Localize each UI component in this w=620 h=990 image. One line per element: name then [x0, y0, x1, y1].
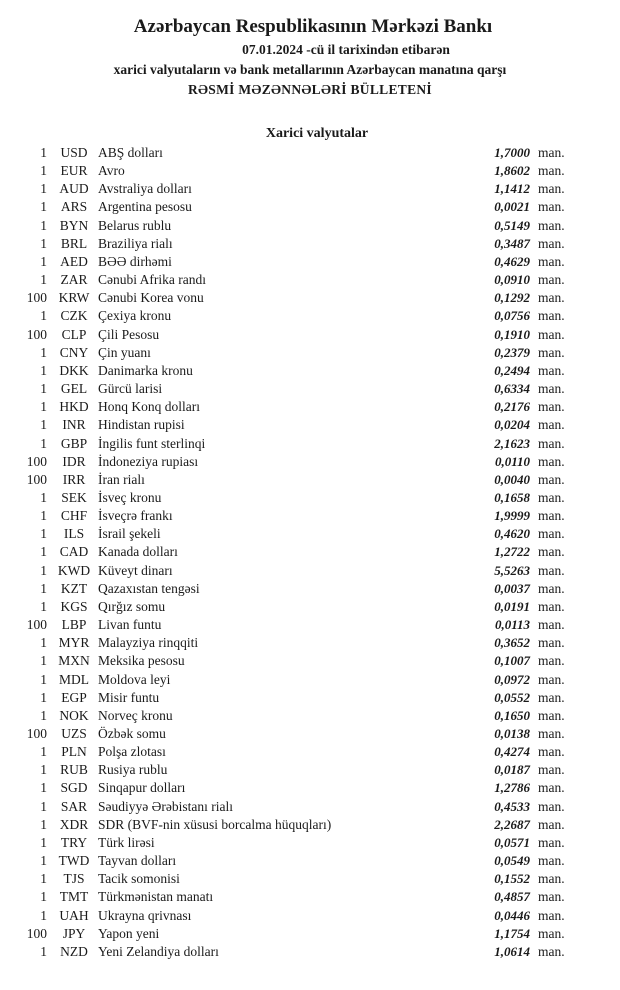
nominal: 100	[26, 471, 47, 487]
currency-name: Tayvan dolları	[98, 853, 177, 869]
nominal: 1	[40, 344, 47, 360]
currency-name: Türkmənistan manatı	[98, 889, 214, 905]
currency-name: İngilis funt sterlinqi	[98, 435, 206, 451]
currency-code: IRR	[62, 471, 86, 487]
bulletin-subtitle: xarici valyutaların və bank metallarının Azərbaycan manatına qarşı	[113, 62, 507, 77]
unit-label: man.	[538, 925, 565, 941]
currency-name: Kanada dolları	[98, 544, 178, 560]
table-row	[0, 853, 620, 871]
unit-label: man.	[538, 580, 565, 596]
unit-label: man.	[538, 435, 565, 451]
nominal: 1	[40, 308, 47, 324]
currency-code: AUD	[59, 181, 89, 197]
unit-label: man.	[538, 381, 565, 397]
currency-code: EGP	[61, 689, 87, 705]
table-row	[0, 817, 620, 835]
unit-label: man.	[538, 834, 565, 850]
currency-code: CZK	[60, 308, 88, 324]
nominal: 1	[40, 762, 47, 778]
nominal: 1	[40, 145, 47, 160]
currency-name: Çin yuanı	[98, 344, 151, 360]
exchange-rate: 0,0910	[494, 272, 530, 288]
nominal: 1	[40, 381, 47, 397]
unit-label: man.	[538, 635, 565, 651]
exchange-rate: 1,2786	[494, 780, 530, 796]
unit-label: man.	[538, 689, 565, 705]
table-row	[0, 799, 620, 817]
table-row	[0, 163, 620, 181]
currency-code: KGS	[60, 598, 88, 614]
nominal: 1	[40, 871, 47, 887]
table-row	[0, 908, 620, 926]
exchange-rate: 0,0204	[494, 417, 530, 433]
currency-name: İsrail şekeli	[98, 526, 161, 542]
unit-label: man.	[538, 907, 565, 923]
table-row	[0, 762, 620, 780]
currency-code: JPY	[62, 925, 86, 941]
unit-label: man.	[538, 653, 565, 669]
nominal: 1	[40, 362, 47, 378]
table-row	[0, 327, 620, 345]
currency-code: KRW	[58, 290, 90, 306]
currency-name: Tacik somonisi	[98, 871, 180, 887]
currency-name: Çili Pesosu	[98, 326, 160, 342]
currency-name: Malayziya rinqqiti	[98, 635, 199, 651]
currency-code: CAD	[59, 544, 89, 560]
currency-name: Cənubi Afrika randı	[98, 272, 206, 288]
exchange-rate: 0,2379	[494, 344, 530, 360]
unit-label: man.	[538, 417, 565, 433]
nominal: 1	[40, 235, 47, 251]
exchange-rate: 0,4274	[494, 744, 530, 760]
currency-code: TRY	[60, 834, 88, 850]
currency-name: Hindistan rupisi	[98, 417, 185, 433]
table-row	[0, 635, 620, 653]
nominal: 1	[40, 653, 47, 669]
nominal: 1	[40, 907, 47, 923]
currency-code: RUB	[60, 762, 88, 778]
nominal: 1	[40, 399, 47, 415]
unit-label: man.	[538, 744, 565, 760]
exchange-rate: 0,3652	[494, 635, 530, 651]
nominal: 1	[40, 217, 47, 233]
table-row	[0, 544, 620, 562]
unit-label: man.	[538, 562, 565, 578]
nominal: 1	[40, 853, 47, 869]
unit-label: man.	[538, 617, 565, 633]
table-row	[0, 599, 620, 617]
currency-code: CLP	[61, 326, 87, 342]
currency-code: MDL	[59, 671, 89, 687]
currency-name: İran rialı	[98, 471, 145, 487]
nominal: 100	[26, 726, 47, 741]
unit-label: man.	[538, 671, 565, 687]
currency-name: Səudiyyə Ərəbistanı rialı	[98, 798, 233, 814]
nominal: 1	[40, 635, 47, 651]
section-title-foreign-currencies: Xarici valyutalar	[265, 126, 369, 141]
unit-label: man.	[538, 762, 565, 778]
nominal: 1	[40, 580, 47, 596]
currency-name: İsveçrə frankı	[98, 508, 173, 524]
currency-code: CHF	[60, 508, 88, 524]
unit-label: man.	[538, 308, 565, 324]
exchange-rate-table	[0, 145, 620, 962]
unit-label: man.	[538, 816, 565, 832]
table-row	[0, 363, 620, 381]
nominal: 100	[26, 925, 47, 941]
currency-code: UAH	[59, 907, 89, 923]
table-row	[0, 563, 620, 581]
exchange-rate: 0,0138	[494, 726, 530, 741]
table-row	[0, 508, 620, 526]
table-row	[0, 218, 620, 236]
currency-name: İndoneziya rupiası	[98, 453, 199, 469]
exchange-rate: 0,5149	[494, 217, 530, 233]
table-row	[0, 436, 620, 454]
exchange-rate: 0,0037	[494, 580, 530, 596]
currency-name: Türk lirəsi	[98, 834, 155, 850]
unit-label: man.	[538, 199, 565, 215]
currency-name: Yapon yeni	[98, 925, 160, 941]
currency-name: Qırğız somu	[98, 598, 166, 614]
currency-code: MYR	[58, 635, 90, 651]
exchange-rate: 0,0040	[494, 471, 530, 487]
table-row	[0, 926, 620, 944]
table-row	[0, 490, 620, 508]
nominal: 1	[40, 489, 47, 505]
nominal: 1	[40, 780, 47, 796]
exchange-rate: 0,0972	[494, 671, 530, 687]
currency-name: Avro	[98, 163, 125, 179]
exchange-rate: 0,4857	[494, 889, 530, 905]
nominal: 1	[40, 417, 47, 433]
table-row	[0, 254, 620, 272]
unit-label: man.	[538, 726, 565, 741]
nominal: 1	[40, 744, 47, 760]
currency-code: EUR	[60, 163, 88, 179]
unit-label: man.	[538, 235, 565, 251]
currency-name: Rusiya rublu	[98, 762, 168, 778]
currency-code: LBP	[61, 617, 87, 633]
table-row	[0, 145, 620, 163]
exchange-rate: 1,2722	[494, 544, 530, 560]
bank-title: Azərbaycan Respublikasının Mərkəzi Bankı	[133, 16, 493, 37]
table-row	[0, 744, 620, 762]
currency-code: MXN	[58, 653, 90, 669]
table-row	[0, 835, 620, 853]
exchange-rate: 0,0446	[494, 907, 530, 923]
nominal: 1	[40, 562, 47, 578]
currency-name: Küveyt dinarı	[98, 562, 173, 578]
currency-code: GBP	[60, 435, 88, 451]
exchange-rate: 0,0110	[494, 453, 530, 469]
unit-label: man.	[538, 272, 565, 288]
exchange-rate: 1,1412	[494, 181, 530, 197]
table-row	[0, 871, 620, 889]
unit-label: man.	[538, 526, 565, 542]
currency-code: HKD	[59, 399, 89, 415]
nominal: 1	[40, 707, 47, 723]
currency-code: USD	[60, 145, 88, 160]
currency-code: ARS	[60, 199, 88, 215]
currency-code: DKK	[59, 362, 89, 378]
table-row	[0, 581, 620, 599]
unit-label: man.	[538, 943, 565, 959]
currency-code: IDR	[62, 453, 86, 469]
exchange-rate: 0,0021	[494, 199, 530, 215]
currency-name: Braziliya rialı	[98, 235, 173, 251]
currency-name: Danimarka kronu	[98, 362, 193, 378]
unit-label: man.	[538, 798, 565, 814]
nominal: 1	[40, 889, 47, 905]
unit-label: man.	[538, 181, 565, 197]
nominal: 100	[26, 617, 47, 633]
currency-name: SDR (BVF-nin xüsusi borcalma hüquqları)	[98, 816, 332, 832]
nominal: 1	[40, 816, 47, 832]
table-row	[0, 472, 620, 490]
table-row	[0, 690, 620, 708]
table-row	[0, 708, 620, 726]
unit-label: man.	[538, 489, 565, 505]
currency-name: Qazaxıstan tengəsi	[98, 580, 200, 596]
table-row	[0, 236, 620, 254]
nominal: 1	[40, 834, 47, 850]
currency-name: Norveç kronu	[98, 707, 173, 723]
table-row	[0, 308, 620, 326]
unit-label: man.	[538, 853, 565, 869]
table-row	[0, 672, 620, 690]
table-row	[0, 780, 620, 798]
unit-label: man.	[538, 145, 565, 160]
table-row	[0, 345, 620, 363]
unit-label: man.	[538, 362, 565, 378]
table-row	[0, 617, 620, 635]
currency-name: Sinqapur dolları	[98, 780, 186, 796]
nominal: 1	[40, 272, 47, 288]
table-row	[0, 181, 620, 199]
unit-label: man.	[538, 471, 565, 487]
exchange-rate: 2,1623	[494, 435, 530, 451]
nominal: 1	[40, 199, 47, 215]
nominal: 100	[26, 453, 47, 469]
currency-code: NOK	[59, 707, 89, 723]
unit-label: man.	[538, 889, 565, 905]
nominal: 1	[40, 671, 47, 687]
exchange-rate: 0,0549	[494, 853, 530, 869]
currency-code: PLN	[61, 744, 87, 760]
bulletin-title: RƏSMİ MƏZƏNNƏLƏRİ BÜLLETENİ	[187, 82, 432, 97]
currency-code: BRL	[60, 235, 88, 251]
currency-name: Belarus rublu	[98, 217, 172, 233]
exchange-rate: 0,0756	[494, 308, 530, 324]
exchange-rate: 1,1754	[494, 925, 530, 941]
table-row	[0, 399, 620, 417]
unit-label: man.	[538, 290, 565, 306]
currency-name: Meksika pesosu	[98, 653, 185, 669]
exchange-rate: 0,2494	[494, 362, 530, 378]
exchange-rate: 0,4629	[494, 253, 530, 269]
currency-name: BƏƏ dirhəmi	[98, 253, 172, 269]
nominal: 1	[40, 598, 47, 614]
currency-code: ZAR	[60, 272, 88, 288]
nominal: 1	[40, 508, 47, 524]
table-row	[0, 726, 620, 744]
nominal: 1	[40, 435, 47, 451]
nominal: 1	[40, 163, 47, 179]
exchange-rate: 0,0187	[494, 762, 530, 778]
exchange-rate: 0,1910	[494, 326, 530, 342]
unit-label: man.	[538, 163, 565, 179]
currency-code: ILS	[63, 526, 85, 542]
currency-code: GEL	[60, 381, 88, 397]
exchange-rate: 0,1007	[494, 653, 530, 669]
exchange-rate: 0,4620	[494, 526, 530, 542]
currency-name: Yeni Zelandiya dolları	[98, 943, 219, 959]
exchange-rate: 1,9999	[494, 508, 530, 524]
exchange-rate: 0,1658	[494, 489, 530, 505]
currency-name: Çexiya kronu	[98, 308, 172, 324]
currency-name: Livan funtu	[98, 617, 162, 633]
effective-date-line: 07.01.2024 -cü il tarixindən etibarən	[242, 42, 450, 57]
nominal: 1	[40, 181, 47, 197]
unit-label: man.	[538, 508, 565, 524]
exchange-rate: 2,2687	[494, 816, 530, 832]
unit-label: man.	[538, 344, 565, 360]
currency-code: NZD	[60, 943, 88, 959]
unit-label: man.	[538, 326, 565, 342]
table-row	[0, 526, 620, 544]
currency-name: ABŞ dolları	[98, 145, 163, 160]
unit-label: man.	[538, 780, 565, 796]
unit-label: man.	[538, 544, 565, 560]
currency-name: Moldova leyi	[98, 671, 171, 687]
exchange-rate: 5,5263	[494, 562, 530, 578]
currency-name: Cənubi Korea vonu	[98, 290, 204, 306]
unit-label: man.	[538, 598, 565, 614]
currency-name: Avstraliya dolları	[98, 181, 192, 197]
nominal: 1	[40, 798, 47, 814]
unit-label: man.	[538, 707, 565, 723]
currency-code: UZS	[61, 726, 87, 741]
currency-code: SGD	[60, 780, 88, 796]
currency-code: TJS	[63, 871, 85, 887]
currency-name: Argentina pesosu	[98, 199, 192, 215]
currency-code: XDR	[59, 816, 89, 832]
nominal: 1	[40, 689, 47, 705]
table-row	[0, 889, 620, 907]
table-row	[0, 944, 620, 962]
currency-code: AED	[60, 253, 88, 269]
table-row	[0, 381, 620, 399]
exchange-rate: 1,0614	[494, 943, 530, 959]
exchange-rate: 1,7000	[494, 145, 530, 160]
currency-name: Ukrayna qrivnası	[98, 907, 192, 923]
currency-code: SAR	[60, 798, 88, 814]
currency-code: TWD	[58, 853, 90, 869]
currency-name: Özbək somu	[98, 726, 166, 741]
exchange-rate: 0,0191	[494, 598, 530, 614]
nominal: 1	[40, 526, 47, 542]
exchange-rate: 0,3487	[494, 235, 530, 251]
exchange-rate: 0,1552	[494, 871, 530, 887]
table-row	[0, 290, 620, 308]
unit-label: man.	[538, 217, 565, 233]
table-row	[0, 417, 620, 435]
nominal: 1	[40, 253, 47, 269]
nominal: 100	[26, 326, 47, 342]
table-row	[0, 653, 620, 671]
currency-name: İsveç kronu	[98, 489, 162, 505]
currency-code: INR	[62, 417, 86, 433]
currency-name: Misir funtu	[98, 689, 160, 705]
table-row	[0, 199, 620, 217]
unit-label: man.	[538, 253, 565, 269]
exchange-rate: 0,1292	[494, 290, 530, 306]
exchange-rate: 0,0552	[494, 689, 530, 705]
currency-code: KZT	[60, 580, 88, 596]
currency-code: SEK	[61, 489, 87, 505]
exchange-rate: 0,4533	[494, 798, 530, 814]
unit-label: man.	[538, 399, 565, 415]
table-row	[0, 272, 620, 290]
currency-name: Polşa zlotası	[98, 744, 166, 760]
exchange-rate: 0,0113	[494, 617, 530, 633]
exchange-rate: 0,6334	[494, 381, 530, 397]
exchange-rate: 0,0571	[494, 834, 530, 850]
currency-code: KWD	[57, 562, 91, 578]
currency-code: CNY	[59, 344, 89, 360]
nominal: 1	[40, 943, 47, 959]
unit-label: man.	[538, 453, 565, 469]
currency-name: Honq Konq dolları	[98, 399, 200, 415]
table-row	[0, 454, 620, 472]
nominal: 1	[40, 544, 47, 560]
exchange-rate: 0,2176	[494, 399, 530, 415]
currency-name: Gürcü larisi	[98, 381, 163, 397]
exchange-rate: 0,1650	[494, 707, 530, 723]
currency-code: TMT	[59, 889, 89, 905]
nominal: 100	[26, 290, 47, 306]
currency-code: BYN	[59, 217, 89, 233]
unit-label: man.	[538, 871, 565, 887]
exchange-rate: 1,8602	[494, 163, 530, 179]
